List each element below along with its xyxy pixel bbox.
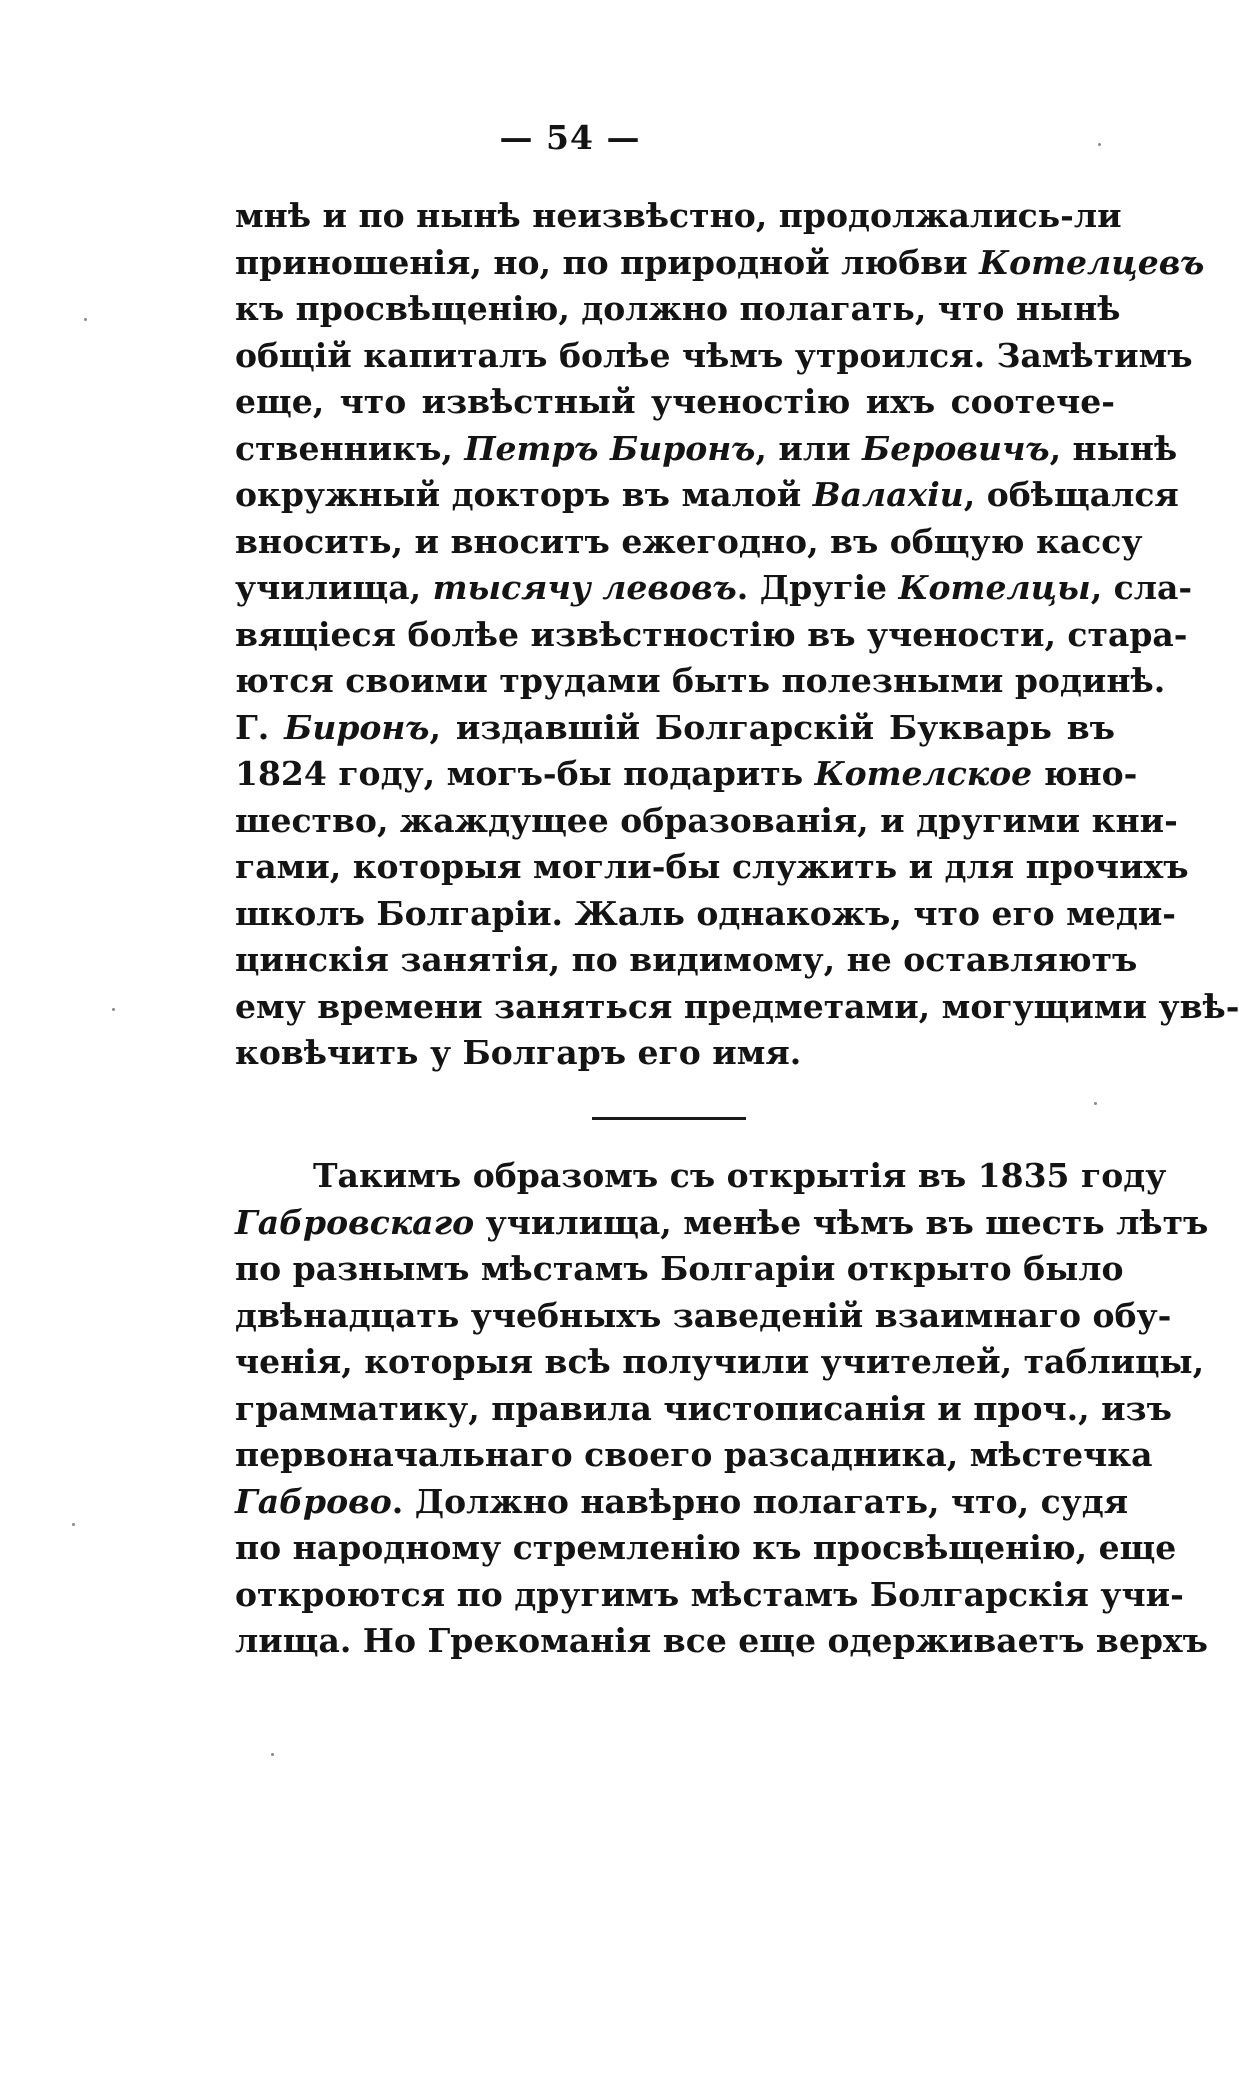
print-speck — [72, 1523, 75, 1526]
italic-name: Котелское — [814, 754, 1033, 793]
text-line: вносить, и вноситъ ежегодно, въ общую кассу — [235, 521, 1143, 561]
text-line: 1824 году, могъ-бы подарить Котелское юно- — [235, 754, 1138, 793]
italic-name: Биронъ — [284, 707, 430, 747]
print-speck — [112, 1008, 115, 1011]
italic-name: Котелцы — [898, 568, 1091, 607]
text-line: Габровскаго училища, менѣе чѣмъ въ шесть лѣтъ — [235, 1202, 1209, 1242]
italic-name: Габрово — [235, 1481, 392, 1521]
text-line: грамматику, правила чистописанія и проч., изъ — [235, 1388, 1172, 1428]
italic-name: Валахіи — [812, 475, 964, 514]
italic-name: Беровичъ — [862, 428, 1050, 468]
page-number: — 54 — — [499, 118, 641, 157]
text-line: училища, тысячу левовъ. Другіе Котелцы, сла- — [235, 568, 1193, 607]
text-line: Г. Биронъ, издавшій Болгарскій Букварь въ — [235, 707, 1115, 747]
paragraph-1 — [235, 193, 1239, 1077]
text-line: по разнымъ мѣстамъ Болгаріи открыто было — [235, 1249, 1124, 1288]
italic-name: Габровскаго — [235, 1202, 475, 1242]
paragraph-2 — [235, 1153, 1209, 1665]
text-line: еще, что извѣстный ученостію ихъ соотече- — [235, 382, 1115, 421]
text-line: общій капиталъ болѣе чѣмъ утроился. Замѣтимъ — [235, 335, 1193, 375]
text-line: ковѣчить у Болгаръ его имя. — [235, 1033, 802, 1072]
text-line: двѣнадцать учебныхъ заведеній взаимнаго обу- — [235, 1295, 1172, 1335]
text-line: приношенія, но, по природной любви Котелцевъ — [235, 242, 1205, 282]
text-line: откроются по другимъ мѣстамъ Болгарскія учи- — [235, 1574, 1184, 1614]
print-speck — [271, 1753, 274, 1756]
text-line: гами, которыя могли-бы служить и для прочихъ — [235, 847, 1189, 886]
text-line: лища. Но Грекоманія все еще одерживаетъ верхъ — [235, 1621, 1208, 1660]
text-line: вящіеся болѣе извѣстностію въ учености, стара- — [235, 614, 1188, 654]
text-line: цинскія занятія, по видимому, не оставляютъ — [235, 940, 1138, 979]
text-line: по народному стремленію къ просвѣщенію, еще — [235, 1528, 1177, 1567]
italic-name: Котелцевъ — [979, 242, 1205, 282]
print-speck — [1094, 1102, 1097, 1105]
text-line: школъ Болгаріи. Жаль однакожъ, что его меди- — [235, 893, 1176, 933]
text-line: Такимъ образомъ съ открытія въ 1835 году — [313, 1156, 1167, 1195]
text-line: шество, жаждущее образованія, и другими кни- — [235, 800, 1178, 840]
text-line: ются своими трудами быть полезными родинѣ. — [235, 661, 1166, 700]
text-line: Габрово. Должно навѣрно полагать, что, судя — [235, 1481, 1129, 1521]
print-speck — [84, 318, 87, 321]
text-line: ченія, которыя всѣ получили учителей, таблицы, — [235, 1342, 1205, 1381]
text-line: ему времени заняться предметами, могущими увѣ- — [235, 986, 1239, 1026]
print-speck — [1098, 143, 1101, 146]
section-divider — [592, 1117, 746, 1120]
text-line: къ просвѣщенію, должно полагать, что нынѣ — [235, 289, 1121, 328]
italic-name: Петръ Биронъ — [464, 428, 756, 468]
text-line: окружный докторъ въ малой Валахіи, обѣщался — [235, 475, 1179, 514]
text-line: первоначальнаго своего разсадника, мѣстечка — [235, 1435, 1153, 1474]
text-line: мнѣ и по нынѣ неизвѣстно, продолжались-ли — [235, 196, 1122, 235]
text-line: ственникъ, Петръ Биронъ, или Беровичъ, нынѣ — [235, 428, 1178, 468]
italic-name: тысячу левовъ — [432, 568, 737, 607]
